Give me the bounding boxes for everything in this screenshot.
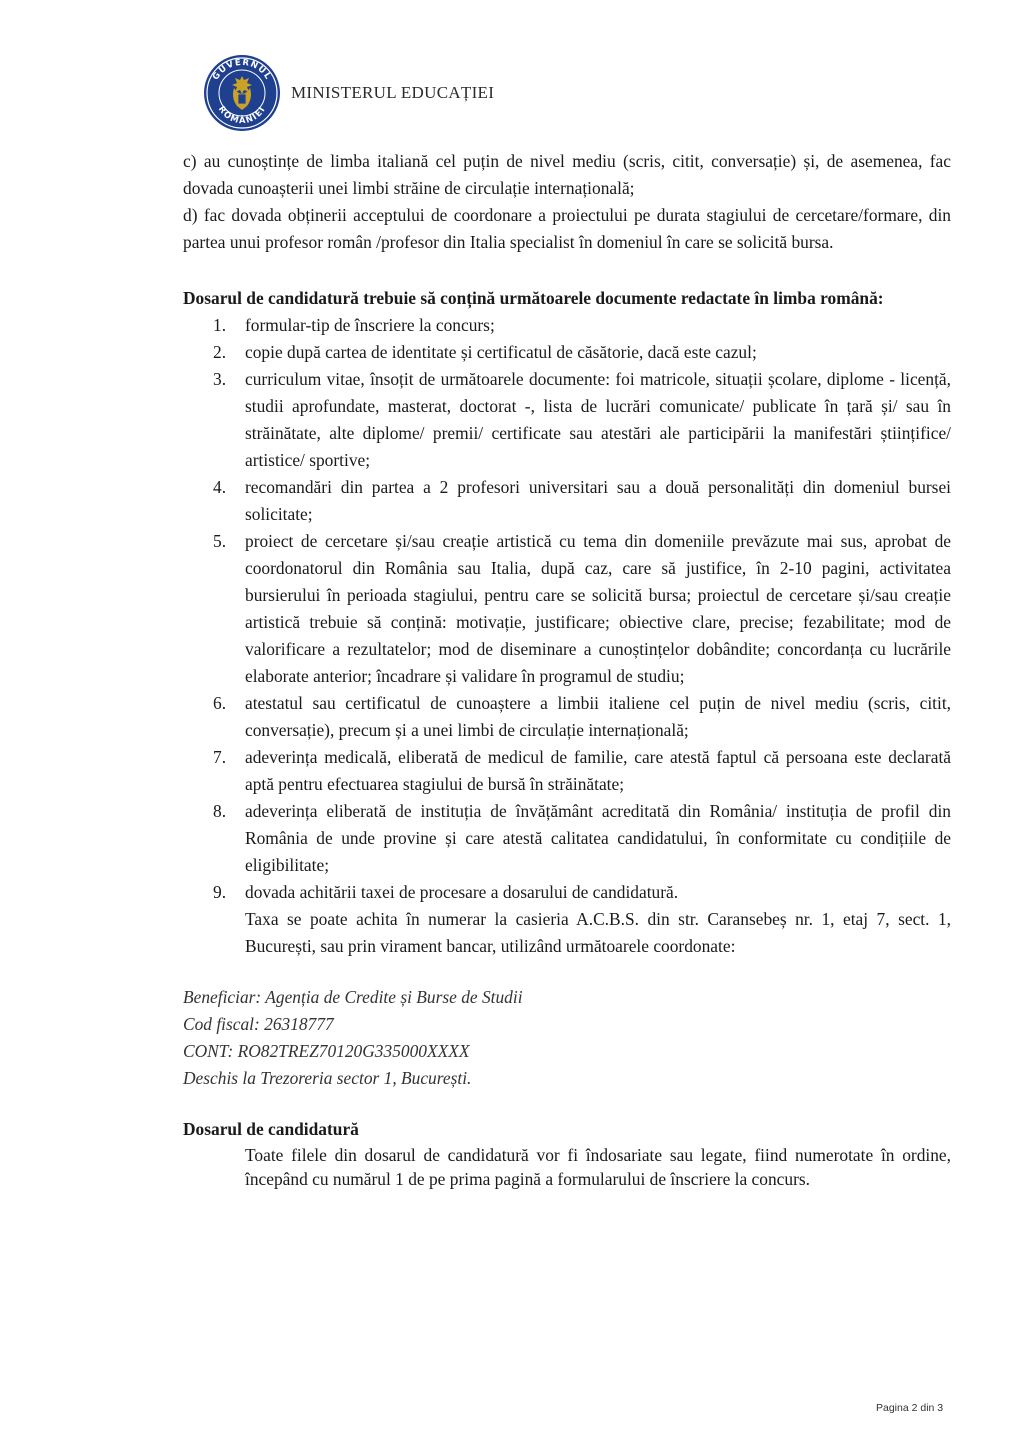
list-item: 1. formular-tip de înscriere la concurs; [213, 315, 495, 335]
documents-list [183, 312, 951, 906]
dossier-text: Toate filele din dosarul de candidatură vor fi îndosariate sau legate, fiind numerotate în ordine, începând cu numărul 1 de pe prima pagină a formularului de înscriere la concurs. [245, 1145, 951, 1189]
fee-note: Taxa se poate achita în numerar la casieria A.C.B.S. din str. Caransebeș nr. 1, etaj 7, sect. 1, București, sau prin virament bancar, utilizând următoarele coordonate: [245, 909, 951, 956]
bank-details [183, 984, 951, 1092]
page-number: Pagina 2 din 3 [876, 1402, 944, 1414]
documents-heading: Dosarul de candidatură trebuie să conțină următoarele documente redactate în limba română: [183, 288, 884, 308]
document-body [183, 148, 951, 1191]
dossier-heading: Dosarul de candidatură [183, 1119, 359, 1139]
list-item: 3. curriculum vitae, însoțit de următoarele documente: foi matricole, situații școlare, diplome - licență, studii aprofundate, masterat, doctorat -, lista de lucrări comunicate/ publicate în țară și/ sau în străinătate, alte diplome/ premii/ certificate sau atestări ale participării la manifestări științifice/ artistice/ sportive; [213, 369, 951, 470]
ministry-name: MINISTERUL EDUCAȚIEI [291, 83, 495, 102]
header [203, 54, 494, 132]
list-item: 5. proiect de cercetare și/sau creație artistică cu tema din domeniile prevăzute mai sus, aprobat de coordonatorul din România sau Italia, după caz, care să justifice, în 2-10 pagini, activitatea bursierului în perioada stagiului, pentru care se solicită bursa; proiectul de cercetare și/sau creație artistică trebuie să conțină: motivație, justificare; obiective clare, precise; fezabilitate; mod de valorificare a rezultatelor; mod de diseminare a cunoștințelor dobândite; concordanța cu lucrările elaborate anterior; încadrare și validare în programul de studiu; [213, 531, 951, 686]
list-item: 9. dovada achitării taxei de procesare a dosarului de candidatură. [213, 882, 679, 902]
list-item: 2. copie după cartea de identitate și certificatul de căsătorie, dacă este cazul; [213, 342, 757, 362]
bank-opened-at: Deschis la Trezoreria sector 1, București. [183, 1068, 472, 1088]
svg-text:ROMÂNIEI: ROMÂNIEI [215, 104, 269, 127]
list-item: 8. adeverința eliberată de instituția de învățământ acreditată din România/ instituția de profil din România de unde provine și care atestă calitatea candidatului, în conformitate cu condițiile de eligibilitate; [213, 801, 951, 875]
list-item: 7. adeverința medicală, eliberată de medicul de familie, care atestă faptul că persoana este declarată aptă pentru efectuarea stagiului de bursă în străinătate; [213, 747, 951, 794]
government-seal-icon [203, 54, 281, 132]
bank-account: CONT: RO82TREZ70120G335000XXXX [183, 1041, 470, 1061]
bank-beneficiary: Beneficiar: Agenția de Credite și Burse de Studii [183, 987, 523, 1007]
condition-c: c) au cunoștințe de limba italiană cel puțin de nivel mediu (scris, citit, conversație) și, de asemenea, fac dovada cunoașterii unei limbi străine de circulație internațională; [183, 151, 951, 198]
svg-text:GUVERNUL: GUVERNUL [210, 57, 274, 83]
list-item: 4. recomandări din partea a 2 profesori universitari sau a două personalități din domeniul bursei solicitate; [213, 477, 951, 524]
list-item: 6. atestatul sau certificatul de cunoaștere a limbii italiene cel puțin de nivel mediu (scris, citit, conversație), precum și a unei limbi de circulație internațională; [213, 693, 951, 740]
bank-fiscal-code: Cod fiscal: 26318777 [183, 1014, 334, 1034]
condition-d: d) fac dovada obținerii acceptului de coordonare a proiectului pe durata stagiului de cercetare/formare, din partea unui profesor român /profesor din Italia specialist în domeniul în care se solicită bursa. [183, 205, 951, 252]
